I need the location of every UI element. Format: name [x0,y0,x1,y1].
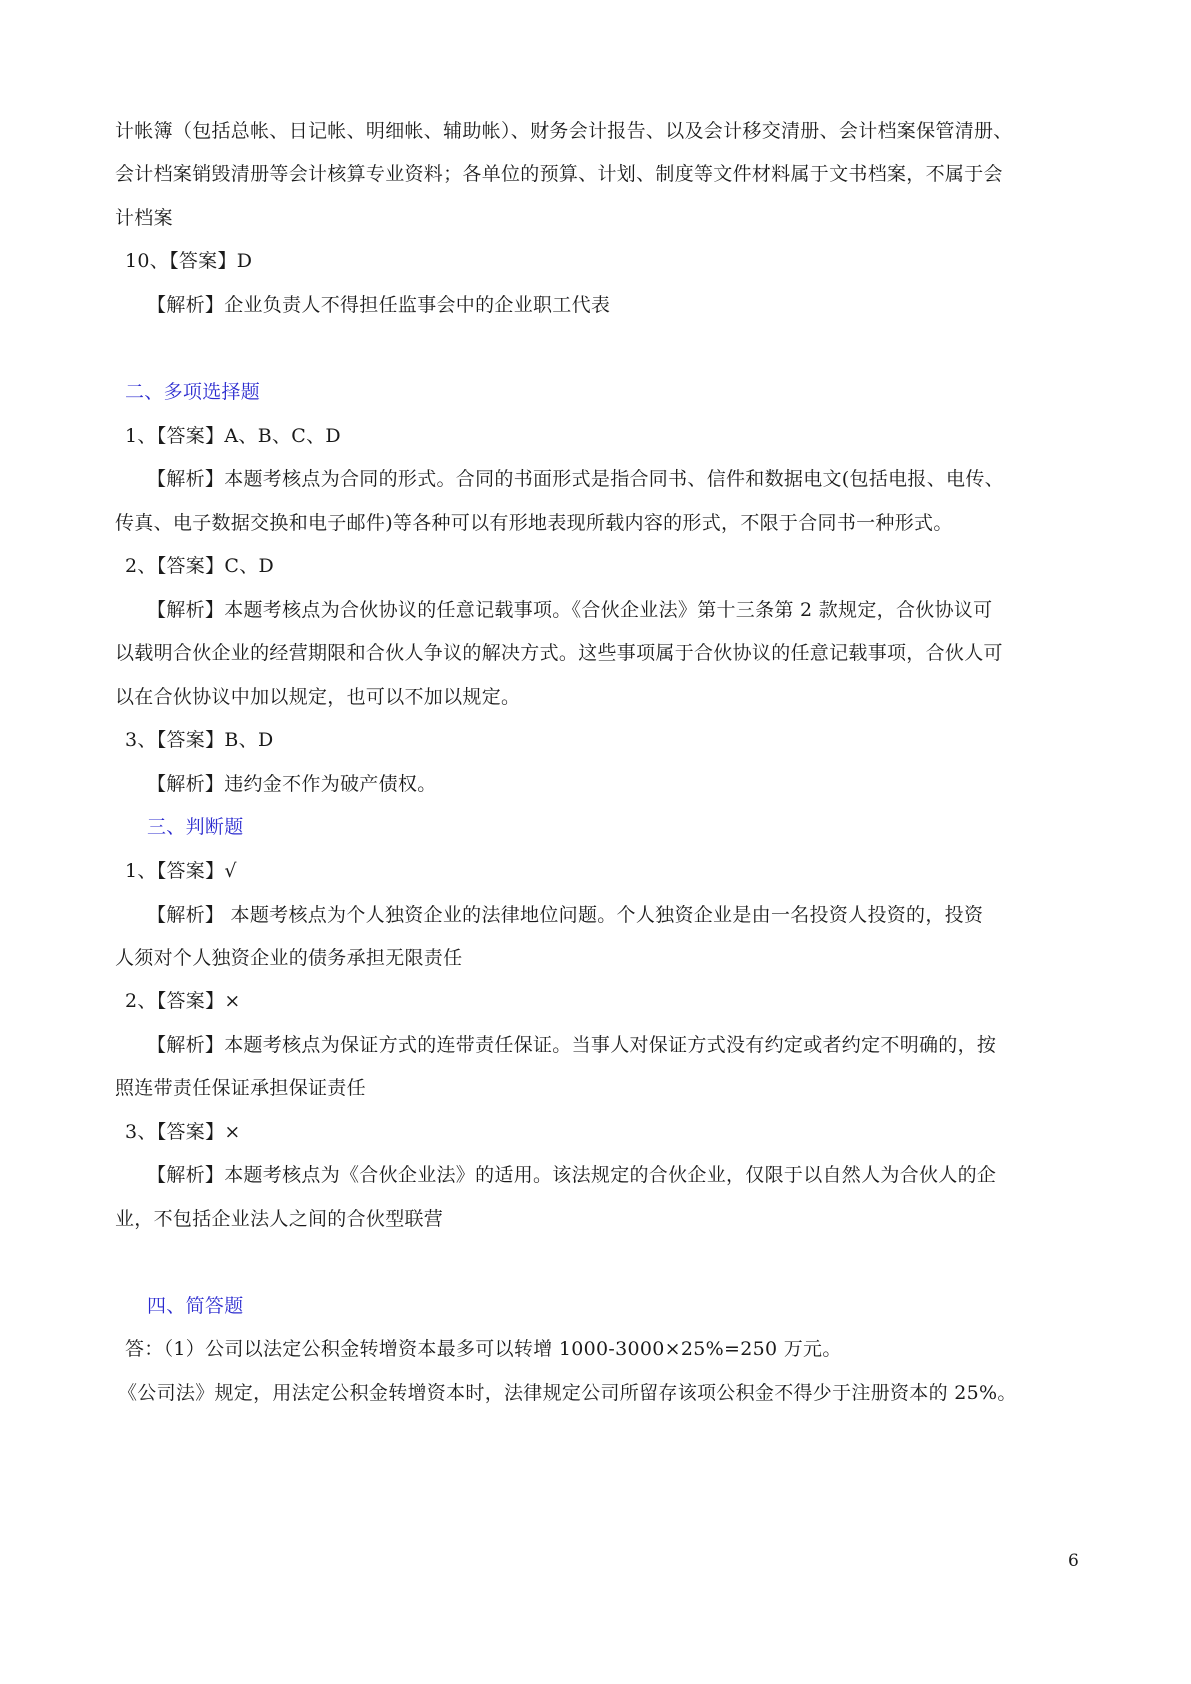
text-line: 计档案 [115,207,173,229]
text-line: 业，不包括企业法人之间的合伙型联营 [115,1208,444,1230]
analysis-line: 【解析】企业负责人不得担任监事会中的企业职工代表 [147,294,611,316]
text-line: 计帐簿（包括总帐、日记帐、明细帐、辅助帐）、财务会计报告、以及会计移交清册、会计档案保管清册、 [115,120,1013,142]
text-line: 人须对个人独资企业的债务承担无限责任 [115,947,463,969]
analysis-line: 【解析】违约金不作为破产债权。 [147,773,437,795]
answer-line: 1、【答案】A、B、C、D [125,425,341,447]
section-heading-true-false: 三、判断题 [147,816,244,838]
section-heading-short-answer: 四、简答题 [147,1295,244,1317]
text-line: 《公司法》规定，用法定公积金转增资本时，法律规定公司所留存该项公积金不得少于注册资本的 25%。 [118,1382,1017,1404]
answer-line: 1、【答案】√ [125,860,237,882]
answer-line: 3、【答案】B、D [125,729,274,751]
text-line: 以载明合伙企业的经营期限和合伙人争议的解决方式。这些事项属于合伙协议的任意记载事项，合伙人可 [115,642,1003,664]
page-number: 6 [1068,1551,1079,1571]
text-line: 以在合伙协议中加以规定，也可以不加以规定。 [115,686,521,708]
answer-line: 3、【答案】× [125,1121,241,1143]
text-line: 照连带责任保证承担保证责任 [115,1077,366,1099]
answer-line: 2、【答案】C、D [125,555,275,577]
analysis-line: 【解析】本题考核点为合同的形式。合同的书面形式是指合同书、信件和数据电文(包括电报、电传、 [147,468,1004,490]
analysis-line: 【解析】本题考核点为保证方式的连带责任保证。当事人对保证方式没有约定或者约定不明确的，按 [147,1034,997,1056]
text-line: 传真、电子数据交换和电子邮件)等各种可以有形地表现所载内容的形式，不限于合同书一种形式。 [115,512,953,534]
answer-line: 2、【答案】× [125,990,241,1012]
answer-line: 答：（1）公司以法定公积金转增资本最多可以转增 1000-3000×25%=250 万元。 [125,1338,842,1360]
analysis-line: 【解析】本题考核点为合伙协议的任意记载事项。《合伙企业法》第十三条第 2 款规定，合伙协议可 [147,599,993,621]
text-line: 会计档案销毁清册等会计核算专业资料；各单位的预算、计划、制度等文件材料属于文书档案，不属于会 [115,163,1003,185]
analysis-line: 【解析】本题考核点为《合伙企业法》的适用。该法规定的合伙企业，仅限于以自然人为合伙人的企 [147,1164,997,1186]
analysis-line: 【解析】 本题考核点为个人独资企业的法律地位问题。个人独资企业是由一名投资人投资的，投资 [147,904,984,926]
section-heading-multiple-choice: 二、多项选择题 [125,381,261,403]
answer-line: 10、【答案】D [125,250,253,272]
